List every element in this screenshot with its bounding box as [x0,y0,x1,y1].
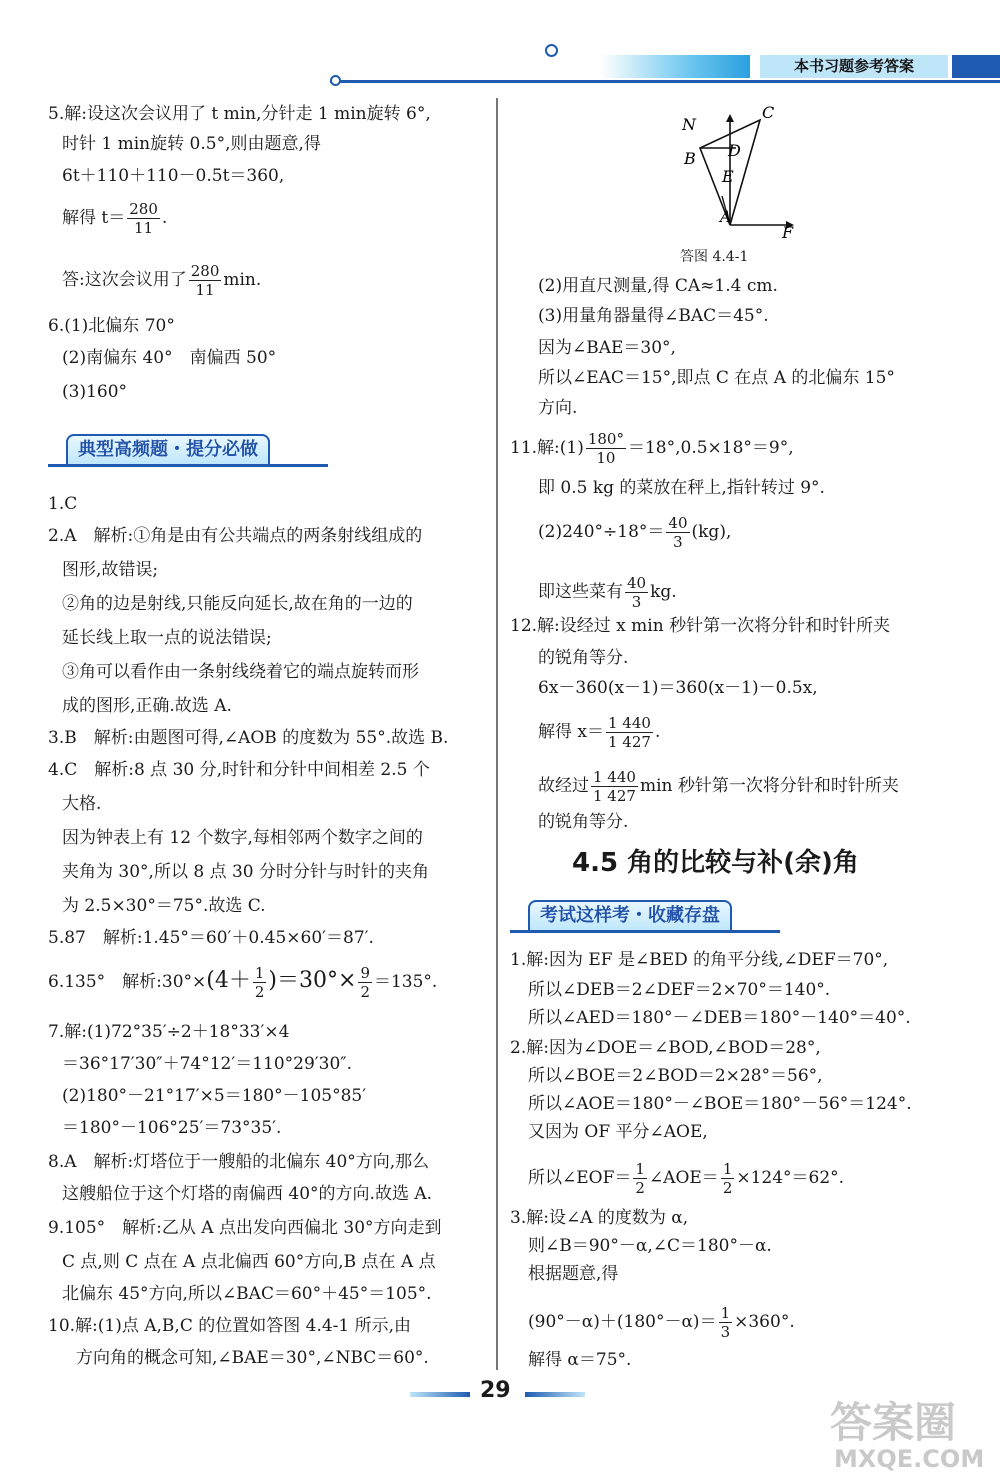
watermark: 答案圈 MXQE.COM [830,1398,985,1473]
fraction: $\frac{280}{11}$ [129,200,158,237]
svg-text:D: D [728,141,741,160]
page-number: 29 [480,1378,511,1403]
figure-4-4-1 [670,100,810,240]
b2-line5: 所以∠EOF＝ $\frac{1}{2}$ ∠AOE＝ $\frac{1}{2}$ ×124°＝62°. [528,1160,845,1197]
banner-exam [510,900,780,930]
footer-bar-left [410,1392,470,1397]
a3: 3.B 解析:由题图可得,∠AOB 的度数为 55°.故选 B. [48,728,449,748]
svg-text:B: B [684,149,696,168]
a6: 6.135° 解析:30°×(4＋ $\frac{1}{2}$ )＝30°× $\frac{9}{2}$ ＝135°. [48,964,438,1001]
q6-line1: 6.(1)北偏东 70° [48,316,175,336]
a11-line3: (2)240°÷18°＝ $\frac{40}{3}$ (kg), [538,514,732,551]
a5: 5.87 解析:1.45°＝60′＋0.45×60′＝87′. [48,928,374,948]
fraction: $\frac{280}{11}$ [190,262,220,299]
q5-line3: 6t＋110＋110－0.5t＝360, [62,166,285,186]
a12-line6: 的锐角等分. [538,812,629,832]
a12-line4: 解得 x＝ $\frac{1 440}{1 427}$ . [538,714,661,751]
b3-line4: (90°－α)＋(180°－α)＝ $\frac{1}{3}$ ×360°. [528,1304,795,1341]
column-divider [496,98,498,1370]
svg-text:N: N [682,115,696,134]
banner-typical-label: 典型高频题・提分必做 [66,434,270,466]
a11-line2: 即 0.5 kg 的菜放在秤上,指针转过 9°. [538,478,825,498]
header-dot-right [330,75,341,86]
b3-line5: 解得 α＝75°. [528,1350,632,1370]
header-title: 本书习题参考答案 [760,55,948,78]
q5-line1: 5.解:设这次会议用了 t min,分针走 1 min旋转 6°, [48,104,431,124]
a11-line1: 11.解:(1) $\frac{180^\circ}{10}$ ＝18°,0.5×18°＝9°, [510,430,794,467]
figure-caption: 答图 4.4-1 [680,249,749,265]
footer-bar-right [525,1392,585,1397]
a12-line3: 6x－360(x－1)＝360(x－1)－0.5x, [538,678,818,698]
header-gradient [600,55,750,78]
svg-text:F: F [782,223,794,240]
a1: 1.C [48,494,78,514]
q5-line4: 解得 t＝ $\frac{280}{11}$ . [62,200,168,237]
banner-typical [48,434,328,464]
q6-line3: (3)160° [62,382,128,402]
q5-line2: 时针 1 min旋转 0.5°,则由题意,得 [62,134,321,154]
a12-line5: 故经过 $\frac{1 440}{1 427}$ min 秒针第一次将分针和时针所夹 [538,768,899,805]
q5-line5: 答:这次会议用了 $\frac{280}{11}$ min. [62,262,262,299]
a12-line2: 的锐角等分. [538,648,629,668]
q6-line2: (2)南偏东 40° 南偏西 50° [62,348,277,368]
header-rule [330,80,1000,83]
a11-line4: 即这些菜有 $\frac{40}{3}$ kg. [538,574,677,611]
banner-exam-label: 考试这样考・收藏存盘 [528,900,732,932]
section-title: 4.5 角的比较与补(余)角 [572,848,859,878]
a12-line1: 12.解:设经过 x min 秒针第一次将分针和时针所夹 [510,616,891,636]
header-end-block [952,55,1000,78]
header-dot-left [545,44,558,57]
svg-text:E: E [722,167,734,186]
svg-text:C: C [762,103,775,122]
svg-text:A: A [720,207,732,226]
